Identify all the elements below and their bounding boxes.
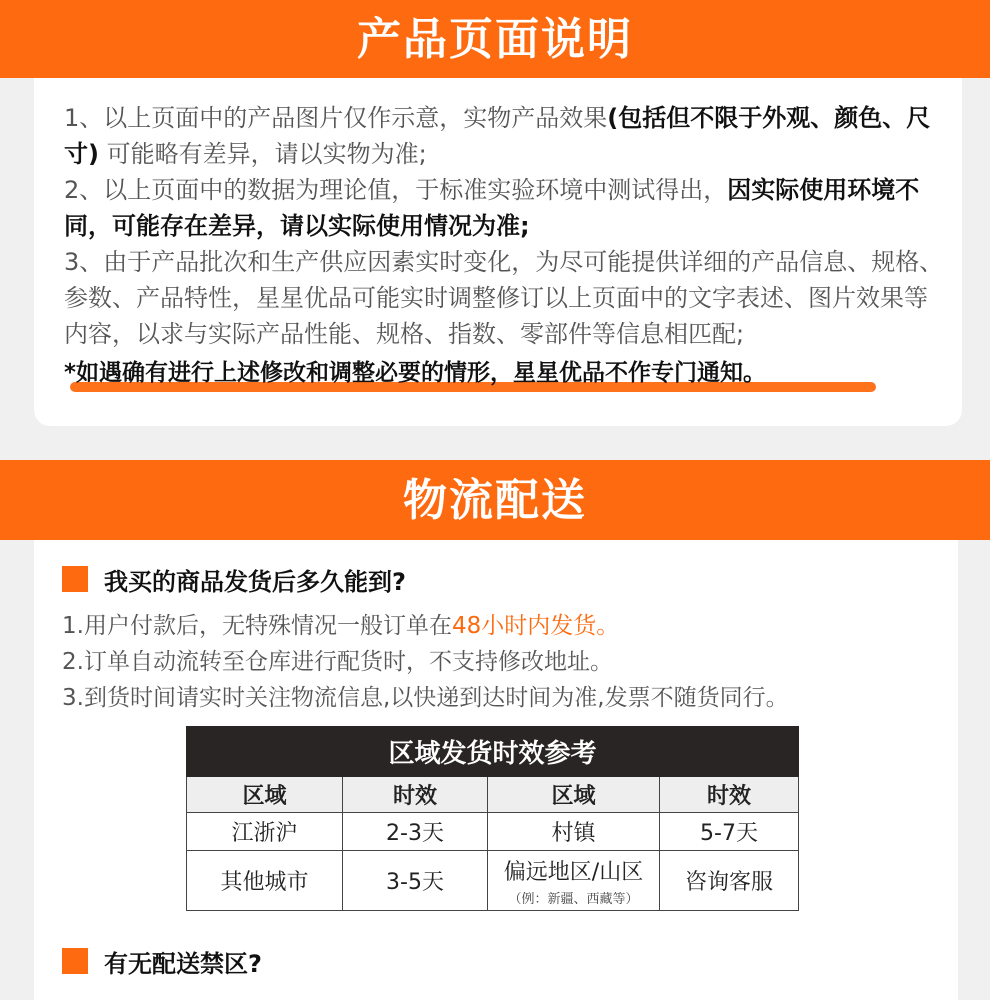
warning-text: *如遇确有进行上述修改和调整必要的情形，星星优品不作专门通知。 — [64, 360, 767, 386]
delivery-line-1 — [62, 608, 789, 644]
table-title: 区域发货时效参考 — [187, 727, 799, 777]
note-1-tail: 可能略有差异，请以实物为准; — [98, 140, 427, 168]
table-row — [187, 813, 799, 851]
remote-region-note: （例：新疆、西藏等） — [508, 891, 639, 907]
orange-square-icon — [62, 948, 88, 974]
note-3-text: 3、由于产品批次和生产供应因素实时变化，为尽可能提供详细的产品信息、规格、参数、产品特性，星星优品可能实时调整修订以上页面中的文字表述、图片效果等内容，以求与实际产品性能、规格、指数、零部件等信息相匹配; — [64, 248, 944, 348]
table-cell: 其他城市 — [187, 851, 343, 911]
notes-list — [64, 100, 944, 352]
note-3 — [64, 244, 944, 352]
table-cell: 江浙沪 — [187, 813, 343, 851]
header-region-2: 区域 — [488, 777, 660, 813]
question-delivery-time-text: 我买的商品发货后多久能到? — [104, 567, 406, 596]
table-cell-remote — [488, 851, 660, 911]
note-1-text: 1、以上页面中的产品图片仅作示意，实物产品效果 — [64, 104, 608, 132]
note-2-text: 2、以上页面中的数据为理论值，于标准实验环境中测试得出， — [64, 176, 728, 204]
table-header-row — [187, 777, 799, 813]
delivery-line-3: 3.到货时间请实时关注物流信息,以快递到达时间为准,发票不随货同行。 — [62, 685, 789, 711]
delivery-line-2: 2.订单自动流转至仓库进行配货时，不支持修改地址。 — [62, 649, 613, 675]
note-1-bold: (包括但不限于外观、颜色、尺寸) — [64, 104, 931, 168]
table-cell: 5-7天 — [660, 813, 799, 851]
note-1 — [64, 100, 944, 172]
table-row — [187, 851, 799, 911]
delivery-line-1-highlight: 48小时内发货。 — [451, 613, 620, 639]
table-cell: 咨询客服 — [660, 851, 799, 911]
section-title-product-notes: 产品页面说明 — [0, 0, 990, 78]
table-cell: 2-3天 — [343, 813, 488, 851]
table-cell: 3-5天 — [343, 851, 488, 911]
shipping-time-table — [186, 726, 799, 911]
question-restricted-zones — [62, 944, 262, 978]
question-restricted-zones-text: 有无配送禁区? — [104, 949, 262, 978]
delivery-line-1-text: 1.用户付款后，无特殊情况一般订单在 — [62, 613, 452, 639]
logistics-card — [34, 540, 958, 1000]
note-2 — [64, 172, 944, 244]
product-notes-card — [34, 78, 962, 426]
note-2-bold: 因实际使用环境不同，可能存在差异，请以实际使用情况为准; — [64, 176, 920, 240]
header-region-1: 区域 — [187, 777, 343, 813]
table-cell: 村镇 — [488, 813, 660, 851]
section-title-logistics: 物流配送 — [0, 460, 990, 540]
header-time-2: 时效 — [660, 777, 799, 813]
question-delivery-time — [62, 562, 406, 596]
delivery-lines — [62, 608, 789, 716]
orange-square-icon — [62, 566, 88, 592]
header-time-1: 时效 — [343, 777, 488, 813]
remote-region-label: 偏远地区/山区 — [503, 859, 644, 885]
